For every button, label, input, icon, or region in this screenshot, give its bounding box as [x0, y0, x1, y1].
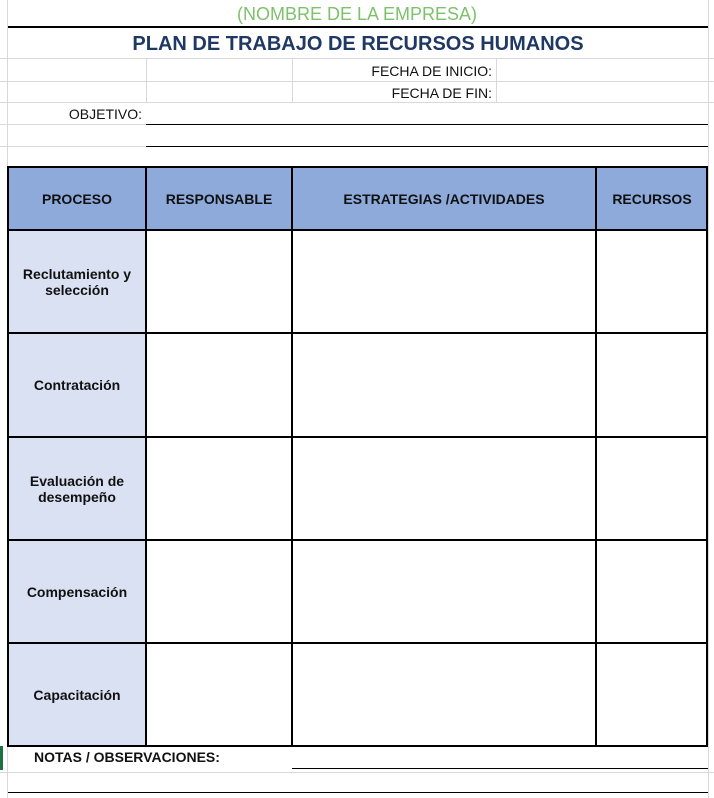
process-cell-contratacion	[8, 333, 146, 437]
start-date-label: FECHA DE INICIO:	[371, 63, 492, 79]
table-border	[8, 229, 708, 231]
process-label: Capacitación	[33, 686, 121, 703]
table-border	[291, 166, 293, 747]
gridline	[0, 772, 714, 773]
table-border	[145, 166, 147, 747]
cell-selection-indicator	[0, 746, 3, 770]
table-border	[706, 166, 708, 747]
title-top-border	[8, 26, 708, 28]
notes-line	[292, 768, 708, 769]
table-border	[8, 539, 708, 541]
process-label: Evaluación de desempeño	[29, 472, 125, 505]
table-border	[8, 332, 708, 334]
table-border	[8, 642, 708, 644]
column-header-recursos: RECURSOS	[596, 168, 708, 230]
plan-title: PLAN DE TRABAJO DE RECURSOS HUMANOS	[132, 33, 584, 55]
start-date-input-cell[interactable]	[496, 60, 708, 80]
gridline	[0, 124, 146, 125]
process-label: Reclutamiento y selección	[22, 265, 132, 298]
notes-input-cell[interactable]	[292, 748, 708, 768]
notes-label: NOTAS / OBSERVACIONES:	[34, 749, 220, 765]
process-label: Contratación	[33, 377, 121, 393]
process-cell-compensacion	[8, 540, 146, 643]
objective-line	[146, 124, 708, 125]
end-date-label: FECHA DE FIN:	[391, 85, 492, 101]
table-border	[595, 166, 597, 747]
table-border	[7, 166, 9, 747]
notes-bottom-line	[8, 792, 708, 793]
table-border	[8, 436, 708, 438]
column-header-responsable: RESPONSABLE	[146, 168, 292, 230]
table-border	[8, 166, 708, 168]
process-cell-capacitacion	[8, 643, 146, 746]
gridline	[146, 58, 147, 102]
column-header-proceso: PROCESO	[8, 168, 146, 230]
column-header-estrategias: ESTRATEGIAS /ACTIVIDADES	[292, 168, 596, 230]
process-cell-evaluacion	[8, 437, 146, 540]
objective-line	[146, 146, 708, 147]
end-date-input-cell[interactable]	[496, 82, 708, 102]
gridline	[0, 146, 146, 147]
process-label: Compensación	[26, 583, 128, 600]
gridline	[0, 58, 714, 59]
table-border	[8, 745, 708, 747]
objective-label: OBJETIVO:	[68, 106, 142, 122]
table-data-area[interactable]	[146, 230, 708, 746]
gridline	[708, 0, 709, 798]
objective-input-area[interactable]	[146, 104, 708, 166]
company-name-placeholder[interactable]: (NOMBRE DE LA EMPRESA)	[236, 4, 478, 24]
process-cell-reclutamiento	[8, 230, 146, 333]
